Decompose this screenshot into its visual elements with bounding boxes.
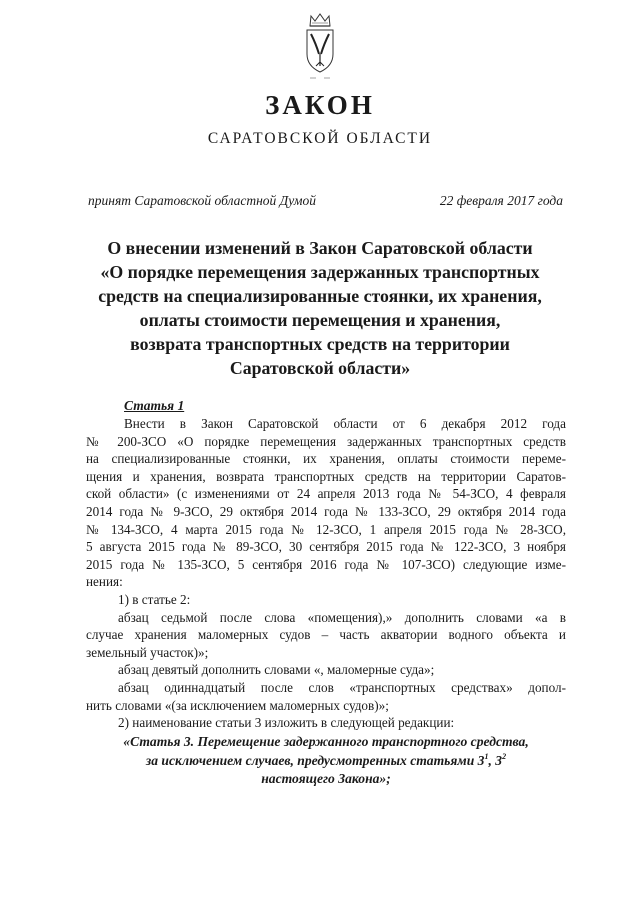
intro-line: 2015 года № 135-ЗСО, 5 сентября 2016 года № 107-ЗСО) следующие изме- xyxy=(86,556,566,572)
item-2: 2) наименование статьи 3 изложить в следующей редакции: xyxy=(118,715,455,731)
law-title: ЗАКОН xyxy=(265,90,375,120)
paragraph-7-line: абзац седьмой после слова «помещения),» дополнить словами «а в xyxy=(118,609,566,625)
heading-line: возврата транспортных средств на территории xyxy=(130,334,510,354)
new-heading-separator: , 3 xyxy=(488,752,503,768)
item-1: 1) в статье 2: xyxy=(118,591,191,607)
intro-line: ской области» (с изменениями от 24 апреля 2013 года № 54-ЗСО, 4 февраля xyxy=(86,486,566,502)
intro-line: на специализированные стоянки, их хранения, оплаты стоимости переме- xyxy=(86,451,566,467)
heading-line: О внесении изменений в Закон Саратовской области xyxy=(107,238,533,258)
adopted-by: принят Саратовской областной Думой xyxy=(88,193,317,208)
intro-line: № 200-ЗСО «О порядке перемещения задержанных транспортных средств xyxy=(86,433,566,449)
intro-line: нения: xyxy=(86,574,123,590)
adoption-line xyxy=(88,193,563,209)
coat-of-arms-emblem xyxy=(296,10,344,82)
paragraph-11-line: нить словами «(за исключением маломерных судов)»; xyxy=(86,697,389,713)
document-heading xyxy=(64,236,576,380)
paragraph-7-line: земельный участок)»; xyxy=(86,644,209,660)
heading-line: «О порядке перемещения задержанных транспортных xyxy=(100,262,540,282)
article-body xyxy=(86,415,566,732)
superscript-1: 1 xyxy=(484,751,489,761)
paragraph-9: абзац девятый дополнить словами «, маломерные суда»; xyxy=(118,662,435,678)
intro-line: щения и хранения, возврата транспортных средств на территории Саратов- xyxy=(86,468,566,484)
new-heading-line-1: «Статья 3. Перемещение задержанного транспортного средства, xyxy=(123,734,529,749)
superscript-2: 2 xyxy=(502,751,507,761)
intro-line: № 134-ЗСО, 4 марта 2015 года № 12-ЗСО, 1 апреля 2015 года № 28-ЗСО, xyxy=(86,521,566,537)
new-heading-line-2-text: за исключением случаев, предусмотренных статьями 3 xyxy=(145,752,485,768)
new-heading-line-3: настоящего Закона»; xyxy=(261,771,391,786)
new-heading-line-2 xyxy=(86,752,566,771)
intro-line: 5 августа 2015 года № 89-ЗСО, 30 сентября 2015 года № 122-ЗСО, 3 ноября xyxy=(86,539,566,555)
article-title: Статья 1 xyxy=(124,398,185,413)
adopted-date: 22 февраля 2017 года xyxy=(439,193,563,208)
paragraph-7-line: случае хранения маломерных судов – часть акватории водного объекта и xyxy=(86,627,566,643)
heading-line: средств на специализированные стоянки, их хранения, xyxy=(98,286,542,306)
new-article-heading xyxy=(86,733,566,789)
region-name: САРАТОВСКОЙ ОБЛАСТИ xyxy=(207,130,433,147)
heading-line: оплаты стоимости перемещения и хранения, xyxy=(139,310,501,330)
intro-line: Внести в Закон Саратовской области от 6 декабря 2012 года xyxy=(124,416,566,431)
heading-line: Саратовской области» xyxy=(229,358,411,378)
paragraph-11-line: абзац одиннадцатый после слов «транспортных средствах» допол- xyxy=(118,679,566,695)
intro-line: 2014 года № 9-ЗСО, 29 октября 2014 года № 133-ЗСО, 29 октября 2014 года xyxy=(86,503,566,519)
